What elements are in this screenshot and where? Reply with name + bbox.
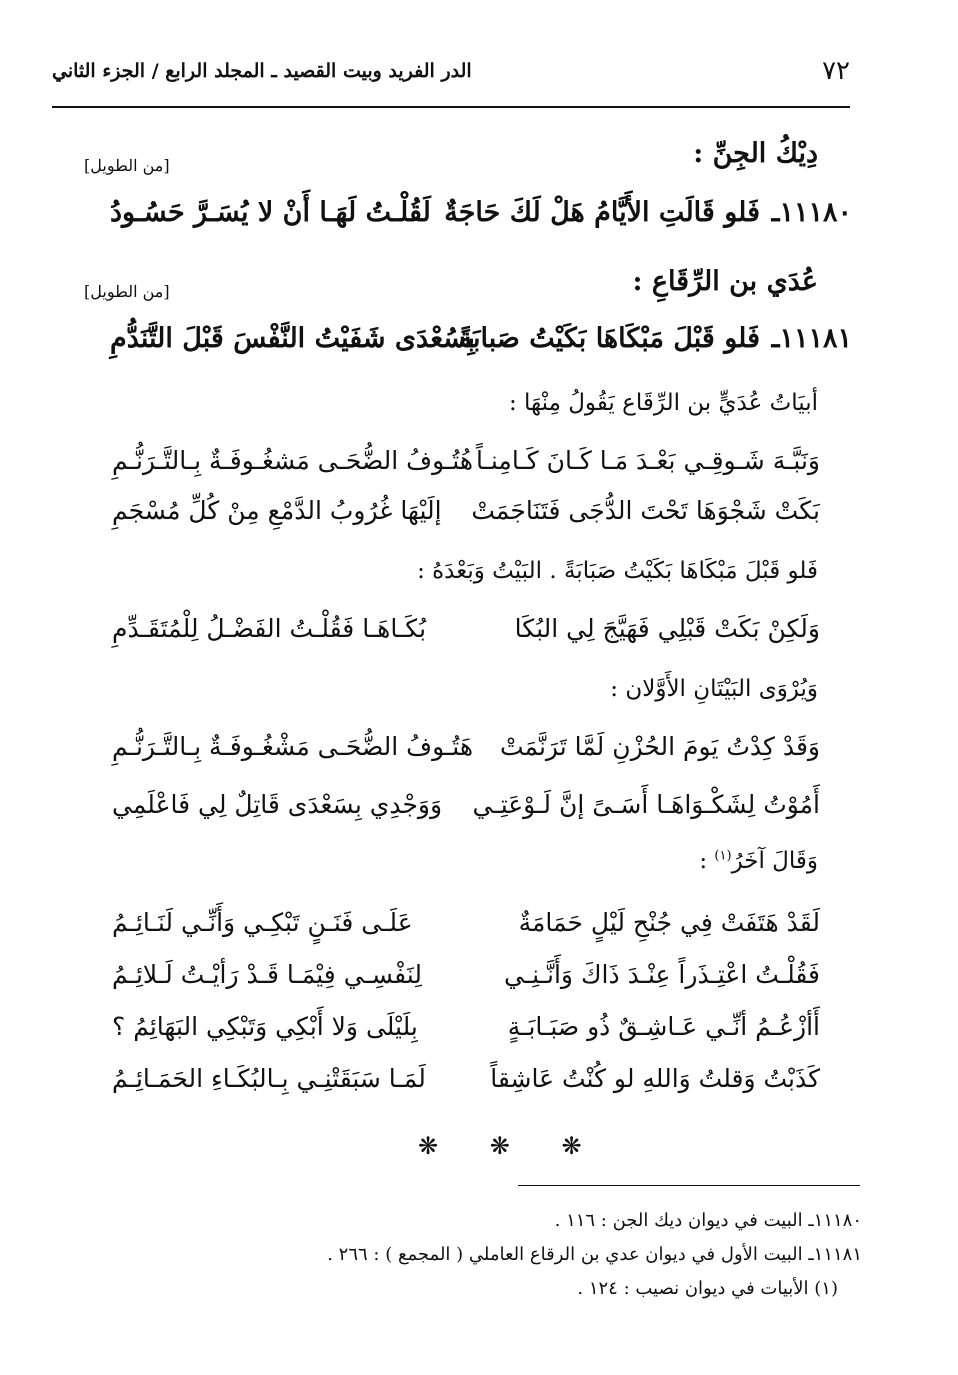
section-separator: ❋ ❋ ❋ — [418, 1132, 604, 1160]
commentary-intro: أبيَاتُ عُدَيٍّ بن الرِّقَاع يَقُولُ مِنْهَا : — [508, 390, 818, 416]
page-number: ٧٢ — [822, 56, 850, 86]
hemistich-right: كَذَبْتُ وَقلتُ وَاللهِ لو كُنْتُ عَاشِقاً — [490, 1064, 820, 1093]
hemistich-left: هُتُـوفُ الضُّحَـى مَشغُـوفَـةٌ بِـالتَّـرَنُّـمِ — [112, 446, 474, 475]
hemistich-right: وَنَبَّـهَ شَـوقِـي بَعْـدَ مَـا كَـانَ كَـامِنـاً — [475, 446, 820, 475]
verse-left-hemistich: لَقُلْـتُ لَهَـا أَنْ لا يُسَـرَّ حَسُـودُ — [110, 197, 431, 228]
intro-text: وَقَالَ آخَرُ — [731, 848, 818, 874]
hemistich-left: هَتُـوفُ الضُّحَـى مَشْغُـوفَـةٌ بِـالتَّـرَنُّـمِ — [112, 732, 474, 761]
hemistich-right: بَكَتْ شَجْوَهَا تَحْتَ الدُّجَى فَتَنَاجَمَتْ — [471, 496, 820, 525]
meter-label: [من الطويل] — [84, 282, 170, 301]
hemistich-left: بُكَـاهَـا فَقُلْـتُ الفَضْـلُ لِلْمُتَقَـدِّمِ — [112, 614, 427, 643]
verse-number: ١١١٨١ـ — [771, 323, 852, 354]
poet-name-dik-al-jinn: دِيْكُ الجِنِّ : — [693, 138, 818, 169]
hemistich-left: وَوَجْدِي بِسَعْدَى قَاتِلٌ لِي فَاعْلَمِي — [112, 790, 443, 819]
hemistich-right: أَأزْعُـمُ أنِّـي عَـاشِـقٌ ذُو صَبَـابَـةٍ — [507, 1012, 820, 1041]
footnote: ١١١٨١ـ البيت الأول في ديوان عدي بن الرقاع العاملي ( المجمع ) : ٢٦٦ . — [327, 1244, 862, 1265]
commentary-intro: فَلو قَبْلَ مَبْكَاهَا بَكَيْتُ صَبَابَةً . البَيْتُ وَبَعْدَهُ : — [417, 558, 818, 584]
hemistich-right: لَقَدْ هَتَفَتْ فِي جُنْحِ لَيْلٍ حَمَامَةٌ — [518, 908, 820, 937]
header-rule — [52, 106, 850, 108]
hemistich-left: بِلَيْلَى وَلا أَبْكِي وَتَبْكِي البَهَائِمُ ؟ — [112, 1012, 418, 1041]
hemistich-right: فَقُلْـتُ اعْتِـذَراً عِنْـدَ ذَاكَ وَأَنَّـنِـي — [503, 960, 820, 989]
verse-number: ١١١٨٠ـ — [771, 197, 852, 228]
hemistich-right: وَلَكِنْ بَكَتْ قَبْلِي فَهَيَّجَ لِي البُكَا — [514, 614, 820, 643]
poet-name-adi: عُدَي بن الرِّقَاعِ : — [632, 266, 818, 297]
intro-colon: : — [699, 848, 715, 874]
verse-right-hemistich: فَلو قَبْلَ مَبْكَاهَا بَكَيْتُ صَبابَةً — [458, 323, 760, 354]
hemistich-left: إلَيْهَا غُرُوبُ الدَّمْعِ مِنْ كُلِّ مُسْجَمِ — [112, 496, 442, 525]
hemistich-left: لِنَفْسِـي فِيْمَـا قَـدْ رَأيْـتُ لَـلائِـمُ — [112, 960, 422, 989]
running-title: الدر الفريد وبيت القصيد ـ المجلد الرابع / الجزء الثاني — [52, 60, 472, 82]
footnote: (١) الأبيات في ديوان نصيب : ١٢٤ . — [577, 1278, 838, 1299]
footnote-rule — [518, 1185, 860, 1186]
footnote: ١١١٨٠ـ البيت في ديوان ديك الجن : ١١٦ . — [554, 1210, 862, 1231]
hemistich-right: وَقَدْ كِدْتُ يَومَ الحُزْنِ لَمَّا تَرَنَّمَتْ — [499, 732, 820, 761]
hemistich-left: عَلَـى فَنَـنٍ تَبْكِـي وَأَنِّـي لَنَـائِـمُ — [112, 908, 413, 937]
hemistich-left: لَمَـا سَبَقَتْنِـي بِـالبُكَـاءِ الحَمَـائِـمُ — [112, 1064, 426, 1093]
hemistich-right: أَمُوْتُ لِشَكْـوَاهَـا أَسَـىً إنَّ لَـوْعَتِـي — [472, 790, 820, 819]
footnote-ref: (١) — [714, 848, 732, 864]
commentary-intro — [699, 848, 818, 874]
page-header — [52, 56, 850, 106]
commentary-intro: وَيُرْوَى البَيْتَانِ الأَوَّلان : — [610, 676, 818, 702]
verse-left-hemistich: بِسُعْدَى شَفَيْتُ النَّفْسَ قَبْلَ التَّنَدُّمِ — [110, 323, 475, 354]
meter-label: [من الطويل] — [84, 156, 170, 175]
verse-right-hemistich: فَلو قَالَتِ الأَيَّامُ هَلْ لَكَ حَاجَةٌ — [444, 197, 760, 228]
